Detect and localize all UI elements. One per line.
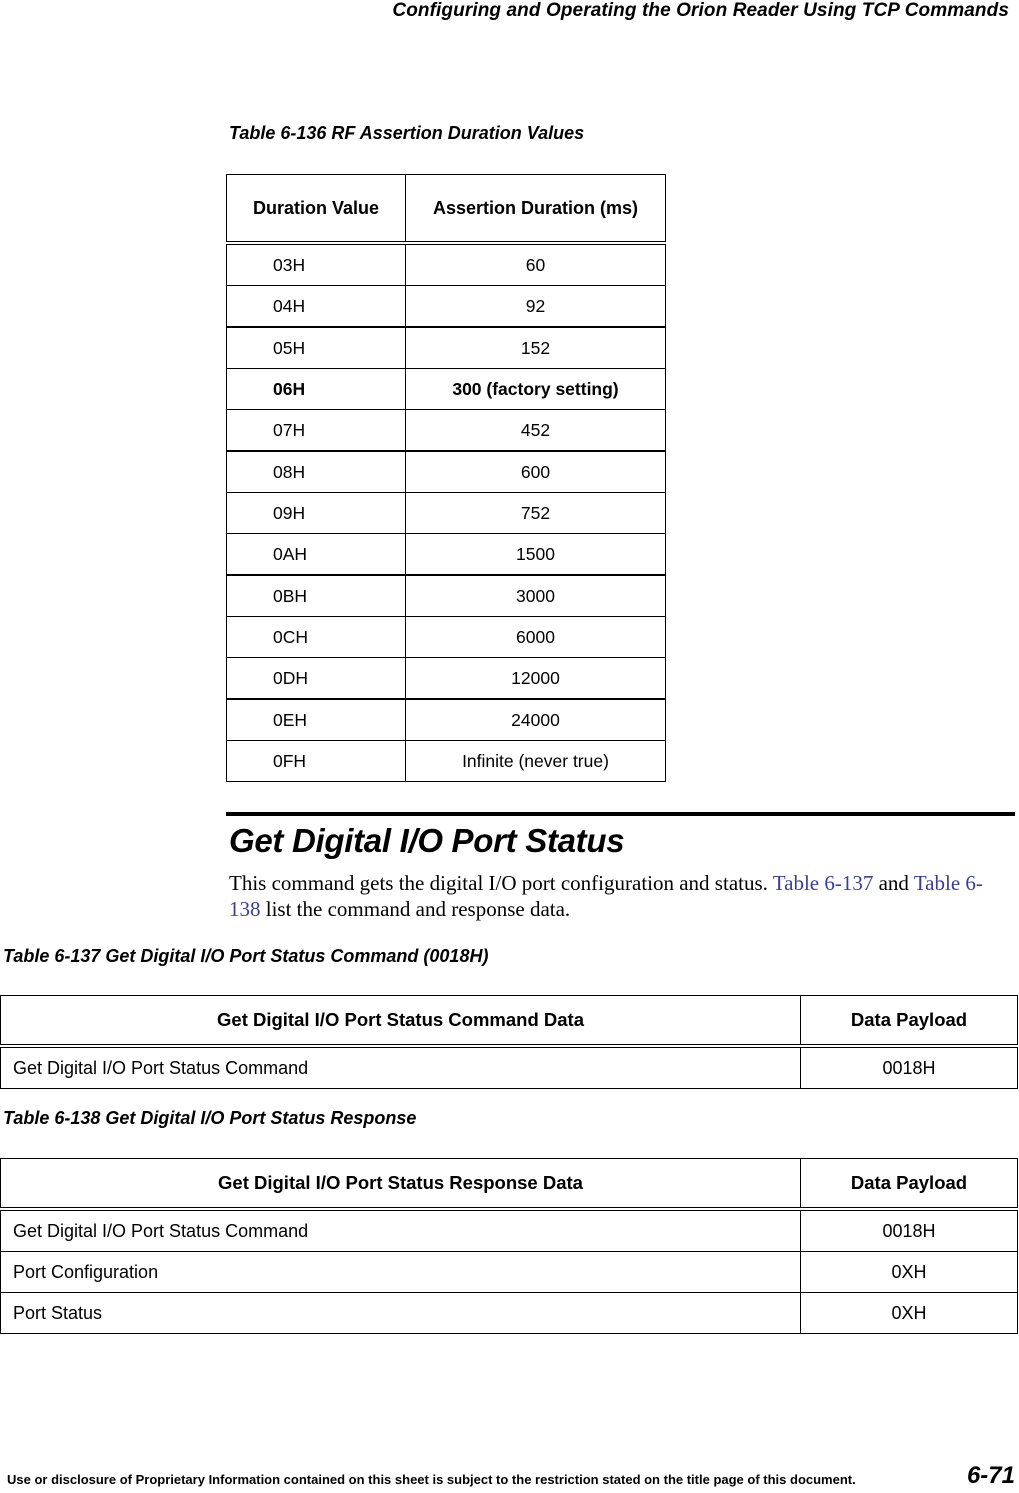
table-row (227, 243, 666, 286)
assertion-duration-cell: 3000 (406, 575, 666, 617)
table-row (227, 617, 666, 658)
duration-value-cell: 09H (227, 493, 406, 534)
assertion-duration-cell: 60 (406, 243, 666, 286)
duration-value-cell: 06H (227, 369, 406, 410)
data-payload-cell: 0018H (801, 1046, 1018, 1089)
duration-value-cell: 03H (227, 243, 406, 286)
assertion-duration-cell: 300 (factory setting) (406, 369, 666, 410)
table-row (227, 658, 666, 700)
table-136-caption: Table 6-136 RF Assertion Duration Values (229, 123, 585, 143)
response-data-cell: Port Configuration (1, 1252, 801, 1293)
table-row (227, 286, 666, 328)
table-row (1, 1046, 1018, 1089)
assertion-duration-cell: 24000 (406, 699, 666, 741)
assertion-duration-cell: 452 (406, 410, 666, 452)
table-row-factory-setting (227, 369, 666, 410)
response-data-cell: Get Digital I/O Port Status Command (1, 1209, 801, 1252)
table-row (1, 1252, 1018, 1293)
response-data-cell: Port Status (1, 1293, 801, 1334)
duration-value-cell: 04H (227, 286, 406, 328)
table-row (227, 327, 666, 369)
table-row (227, 575, 666, 617)
column-header-assertion-duration: Assertion Duration (ms) (406, 175, 666, 244)
table-row (227, 699, 666, 741)
section-body (229, 870, 1009, 922)
column-header-response-data: Get Digital I/O Port Status Response Data (1, 1159, 801, 1210)
duration-value-cell: 0DH (227, 658, 406, 700)
xref-link-table-6-137[interactable]: Table 6-137 (772, 871, 874, 895)
column-header-duration-value: Duration Value (227, 175, 406, 244)
xref-link-table-6-138[interactable]: Table 6-138 (229, 871, 983, 921)
assertion-duration-cell: 12000 (406, 658, 666, 700)
assertion-duration-cell: 600 (406, 451, 666, 493)
duration-value-cell: 0AH (227, 534, 406, 576)
column-header-command-data: Get Digital I/O Port Status Command Data (1, 996, 801, 1047)
table-row (227, 451, 666, 493)
data-payload-cell: 0XH (801, 1252, 1018, 1293)
duration-value-cell: 0BH (227, 575, 406, 617)
data-payload-cell: 0XH (801, 1293, 1018, 1334)
section-heading: Get Digital I/O Port Status (229, 822, 625, 859)
rf-assertion-duration-table (226, 174, 666, 782)
proprietary-notice: Use or disclosure of Proprietary Information contained on this sheet is subject to the restriction stated on the title page of this document. (7, 1472, 856, 1487)
duration-value-cell: 0EH (227, 699, 406, 741)
assertion-duration-cell: Infinite (never true) (406, 741, 666, 782)
body-text-part: This command gets the digital I/O port configuration and status. (229, 871, 773, 895)
page-number: 6-71 (966, 1462, 1015, 1489)
column-header-data-payload: Data Payload (801, 1159, 1018, 1210)
running-head: Configuring and Operating the Orion Reader Using TCP Commands (392, 0, 1009, 21)
table-137-caption: Table 6-137 Get Digital I/O Port Status Command (0018H) (3, 946, 489, 966)
table-row (1, 1209, 1018, 1252)
table-row (227, 741, 666, 782)
duration-value-cell: 07H (227, 410, 406, 452)
duration-value-cell: 0FH (227, 741, 406, 782)
duration-value-cell: 05H (227, 327, 406, 369)
assertion-duration-cell: 152 (406, 327, 666, 369)
duration-value-cell: 0CH (227, 617, 406, 658)
column-header-data-payload: Data Payload (801, 996, 1018, 1047)
response-data-table (0, 1158, 1018, 1334)
table-row (227, 534, 666, 576)
assertion-duration-cell: 1500 (406, 534, 666, 576)
body-text-part: list the command and response data. (260, 897, 571, 921)
table-138-caption: Table 6-138 Get Digital I/O Port Status Response (3, 1108, 417, 1128)
command-data-table (0, 995, 1018, 1089)
command-data-cell: Get Digital I/O Port Status Command (1, 1046, 801, 1089)
assertion-duration-cell: 92 (406, 286, 666, 328)
duration-value-cell: 08H (227, 451, 406, 493)
assertion-duration-cell: 6000 (406, 617, 666, 658)
assertion-duration-cell: 752 (406, 493, 666, 534)
section-divider (226, 812, 1015, 816)
table-row (227, 410, 666, 452)
table-row (1, 1293, 1018, 1334)
table-row (227, 493, 666, 534)
body-text-part: and (873, 871, 914, 895)
data-payload-cell: 0018H (801, 1209, 1018, 1252)
